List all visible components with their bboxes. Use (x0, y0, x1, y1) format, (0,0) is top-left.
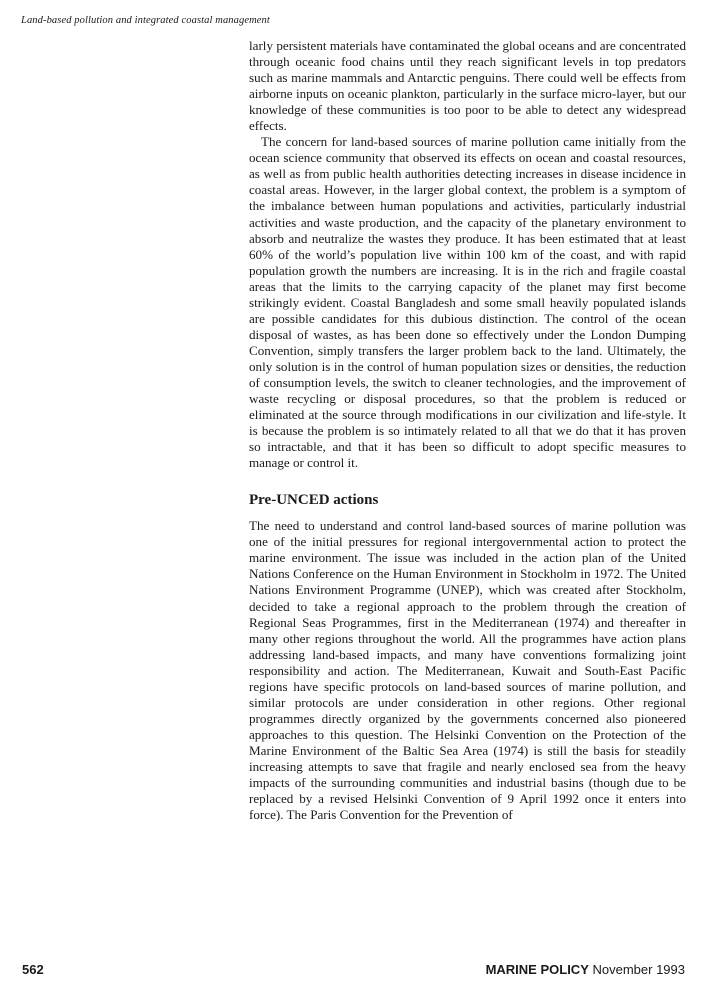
page-number: 562 (22, 962, 44, 977)
body-column (249, 38, 686, 823)
journal-name: MARINE POLICY (485, 962, 589, 977)
running-head: Land-based pollution and integrated coastal management (21, 15, 270, 26)
paragraph-land-based-concern: The concern for land-based sources of marine pollution came initially from the ocean science community that observed its effects on ocean and coastal resources, as well as from public health authorities detecting increases in disease incidence in coastal areas. However, in the larger global context, the problem is a symptom of the imbalance between human populations and activities, particularly industrial activities and waste production, and the capacity of the planetary environment to absorb and neutralize the wastes they produce. It has been estimated that at least 60% of the world’s population live within 100 km of the coast, and with rapid population growth the numbers are increasing. It is in the rich and fragile coastal areas that the limits to the carrying capacity of the planet may first become strikingly evident. Coastal Bangladesh and some small heavily populated islands are possible candidates for this dubious distinction. The control of the ocean disposal of wastes, as has been done so effectively under the London Dumping Convention, simply transfers the larger problem back to the land. Ultimately, the only solution is in the control of human population sizes or densities, the reduction of consumption levels, the switch to cleaner technologies, and the improvement of waste recycling or disposal procedures, so that the problem is reduced or eliminated at the source through modifications in our civilization and life-style. It is because the problem is so intimately related to all that we do that it has proven so intractable, and that it has been so difficult to adopt specific measures to manage or control it. (249, 134, 686, 471)
paragraph-continuation: larly persistent materials have contaminated the global oceans and are concentrated through oceanic food chains until they reach significant levels in top predators such as marine mammals and Antarctic penguins. There could well be effects from airborne inputs on oceanic plankton, particularly in the surface micro-layer, but our knowledge of these communities is too poor to be able to detect any widespread effects. (249, 38, 686, 134)
issue-date: November 1993 (592, 962, 685, 977)
journal-footer (486, 962, 685, 977)
section-heading: Pre-UNCED actions (249, 492, 379, 509)
paragraph-pre-unced: The need to understand and control land-based sources of marine pollution was one of the initial pressures for regional intergovernmental action to protect the marine environment. The issue was included in the action plan of the United Nations Conference on the Human Environment in Stockholm in 1972. The United Nations Environment Programme (UNEP), which was created after Stockholm, decided to take a regional approach to the problem through the creation of Regional Seas Programmes, first in the Mediterranean (1974) and thereafter in many other regions throughout the world. All the programmes have action plans addressing land-based impacts, and many have conventions formalizing joint responsibility and action. The Mediterranean, Kuwait and South-East Pacific regions have specific protocols on land-based sources of marine pollution, and similar protocols are under consideration in other regions. Other regional programmes directly organized by the governments concerned also pioneered approaches to this question. The Helsinki Convention on the Protection of the Marine Environment of the Baltic Sea Area (1974) is still the basis for steadily increasing attempts to save that fragile and nearly enclosed sea from the heavy impacts of the surrounding communities and industrial basins (though due to be replaced by a revised Helsinki Convention of 9 April 1992 once it enters into force). The Paris Convention for the Prevention of (249, 518, 686, 823)
